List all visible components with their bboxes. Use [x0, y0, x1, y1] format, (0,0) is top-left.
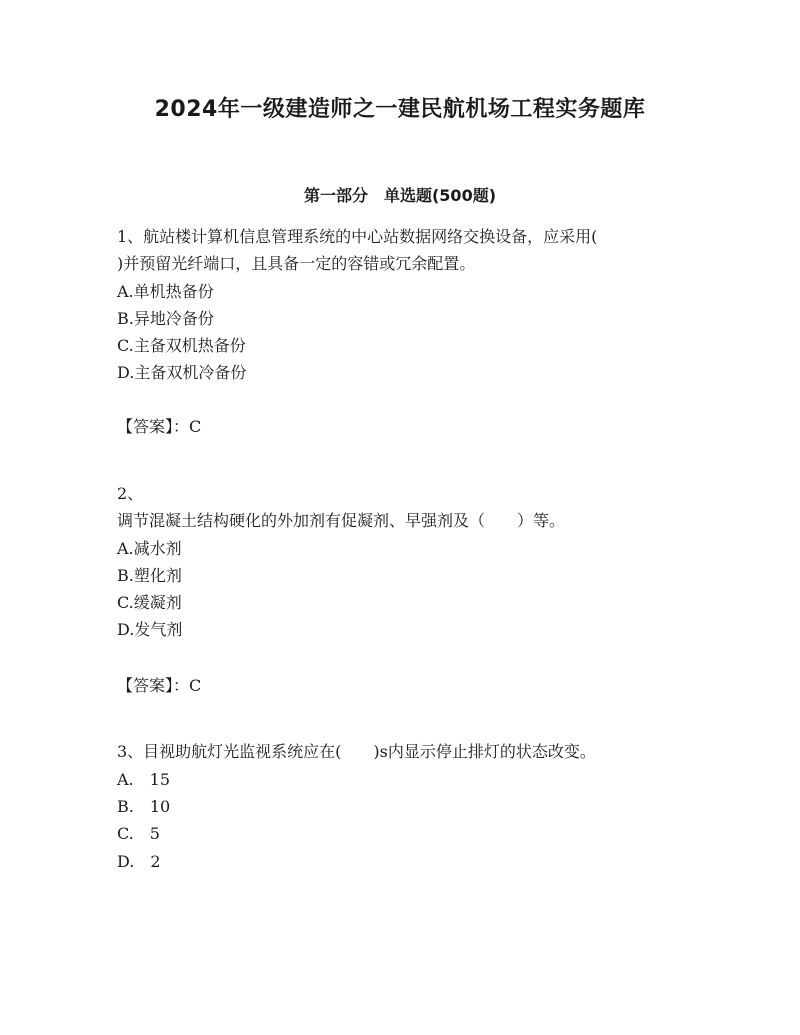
question-2-number: 2、	[117, 484, 144, 503]
question-1-option-b: B.异地冷备份	[117, 309, 214, 328]
question-2-option-d: D.发气剂	[117, 620, 183, 639]
question-2-option-a: A.减水剂	[117, 539, 182, 558]
question-3-option-c: C. 5	[117, 824, 160, 843]
question-3-stem: 3、目视助航灯光监视系统应在( )s内显示停止排灯的状态改变。	[117, 742, 596, 761]
question-2-answer: 【答案】：C	[117, 676, 202, 695]
section-heading: 第一部分 单选题(500题)	[303, 186, 497, 205]
question-1-stem-line-2: )并预留光纤端口，且具备一定的容错或冗余配置。	[117, 254, 476, 273]
question-2-option-c: C.缓凝剂	[117, 593, 182, 612]
question-1-option-a: A.单机热备份	[117, 282, 214, 301]
document-title: 2024年一级建造师之一建民航机场工程实务题库	[154, 97, 646, 122]
question-3-option-a: A. 15	[117, 770, 171, 789]
question-2-stem: 调节混凝土结构硬化的外加剂有促凝剂、早强剂及（ ）等。	[117, 511, 566, 530]
question-1-answer: 【答案】：C	[117, 417, 202, 436]
question-2-option-b: B.塑化剂	[117, 566, 182, 585]
question-3-option-d: D. 2	[117, 852, 161, 871]
question-3-option-b: B. 10	[117, 797, 171, 816]
question-1-stem-line-1: 1、航站楼计算机信息管理系统的中心站数据网络交换设备，应采用(	[117, 227, 598, 246]
question-1-option-c: C.主备双机热备份	[117, 336, 246, 355]
question-1-option-d: D.主备双机冷备份	[117, 363, 247, 382]
